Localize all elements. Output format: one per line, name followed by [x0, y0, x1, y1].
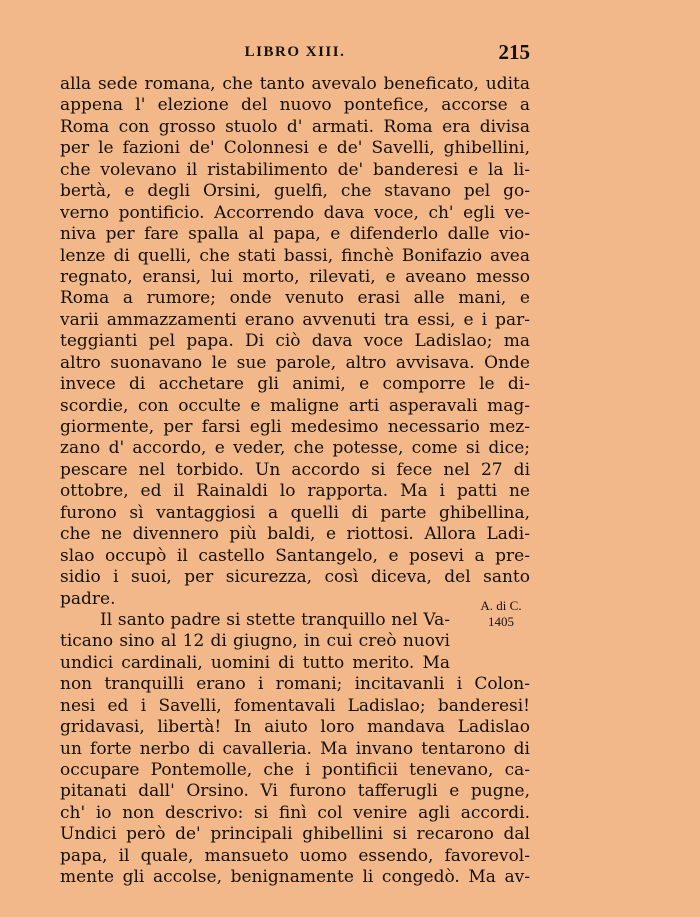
- margin-note-year: 1405: [488, 614, 514, 629]
- text-line: Roma a rumore; onde venuto erasi alle mani, e: [60, 288, 530, 309]
- text-line: gridavasi, libertà! In aiuto loro mandava Ladislao: [60, 717, 530, 738]
- text-line: Undici però de' principali ghibellini si recarono dal: [60, 824, 530, 845]
- text-line: non tranquilli erano i romani; incitavanli i Colon-: [60, 674, 530, 695]
- text-line: giormente, per farsi egli medesimo necessario mez-: [60, 417, 530, 437]
- chapter-title: LIBRO XIII.: [244, 44, 346, 60]
- text-line: che volevano il ristabilimento de' banderesi e la li-: [60, 159, 530, 180]
- text-line: alla sede romana, che tanto avevalo beneficato, udita: [60, 74, 530, 94]
- running-head: [60, 42, 530, 66]
- text-line: nesi ed i Savelli, fomentavali Ladislao; banderesi!: [60, 695, 530, 716]
- text-line: un forte nerbo di cavalleria. Ma invano tentarono di: [60, 738, 530, 759]
- body-text: [60, 74, 530, 889]
- text-line: regnato, eransi, lui morto, rilevati, e aveano messo: [60, 266, 530, 287]
- page-number: 215: [498, 40, 530, 64]
- text-line: furono sì vantaggiosi a quelli di parte ghibellina,: [60, 502, 530, 523]
- text-line: pitanati dall' Orsino. Vi furono tafferugli e pugne,: [60, 781, 530, 802]
- text-line: per le fazioni de' Colonnesi e de' Savelli, ghibellini,: [60, 138, 530, 159]
- text-line: scordie, con occulte e maligne arti asperavali mag-: [60, 395, 530, 416]
- text-line: zano d' accordo, e veder, che potesse, come si dice;: [60, 438, 530, 459]
- margin-note-era: A. di C.: [480, 598, 522, 613]
- text-line: ticano sino al 12 di giugno, in cui creò nuovi: [60, 631, 450, 652]
- text-line: teggianti pel papa. Di ciò dava voce Ladislao; ma: [60, 331, 530, 352]
- text-line: sidio i suoi, per sicurezza, così diceva, del santo: [60, 567, 530, 588]
- text-line: bertà, e degli Orsini, guelfi, che stavano pel go-: [60, 181, 530, 202]
- text-line: varii ammazzamenti erano avvenuti tra essi, e i par-: [60, 309, 530, 330]
- margin-date-note: [466, 598, 536, 630]
- text-line: undici cardinali, uomini di tutto merito. Ma: [60, 652, 450, 673]
- text-line: altro suonavano le sue parole, altro avvisava. Onde: [60, 352, 530, 373]
- text-line: padre.: [60, 588, 116, 609]
- text-line: verno pontificio. Accorrendo dava voce, ch' egli ve-: [60, 202, 530, 223]
- text-line: slao occupò il castello Santangelo, e posevi a pre-: [60, 545, 530, 566]
- text-line: mente gli accolse, benignamente li congedò. Ma av-: [60, 867, 530, 888]
- text-line: pescare nel torbido. Un accordo si fece nel 27 di: [60, 459, 530, 480]
- text-line: invece di acchetare gli animi, e comporre le di-: [60, 374, 530, 395]
- text-line: appena l' elezione del nuovo pontefice, accorse a: [60, 95, 530, 116]
- text-line: che ne divennero più baldi, e riottosi. Allora Ladi-: [60, 524, 530, 545]
- text-line: Roma con grosso stuolo d' armati. Roma era divisa: [60, 116, 530, 137]
- text-line: papa, il quale, mansueto uomo essendo, favorevol-: [60, 845, 530, 866]
- text-line: Il santo padre si stette tranquillo nel Va-: [100, 609, 450, 630]
- text-line: ottobre, ed il Rainaldi lo rapporta. Ma i patti ne: [60, 481, 530, 502]
- text-line: ch' io non descrivo: si finì col venire agli accordi.: [60, 802, 530, 823]
- text-line: occupare Pontemolle, che i pontificii tenevano, ca-: [60, 760, 530, 780]
- text-line: lenze di quelli, che stati bassi, finchè Bonifazio avea: [60, 245, 530, 266]
- text-line: niva per fare spalla al papa, e difenderlo dalle vio-: [60, 224, 530, 245]
